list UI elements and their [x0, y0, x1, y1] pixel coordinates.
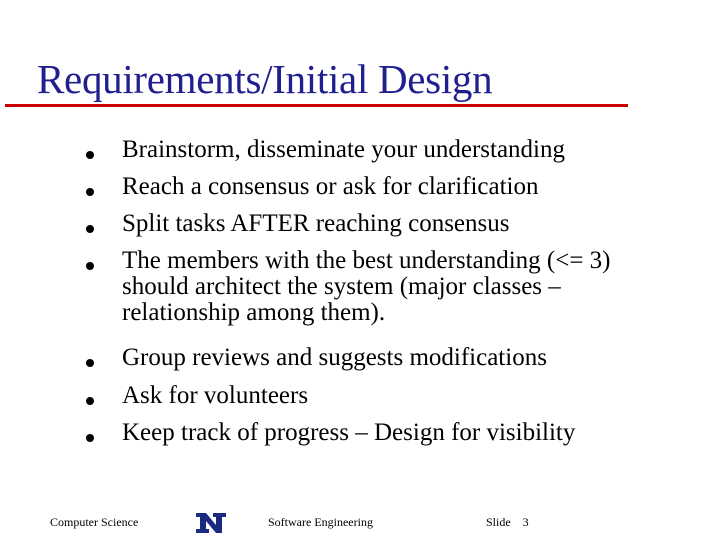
bullet-dot-icon: [86, 359, 94, 367]
bullet-dot-icon: [86, 434, 94, 442]
bullet-line: Brainstorm, disseminate your understanding: [122, 136, 565, 163]
bullet-line: should architect the system (major classes –: [122, 273, 561, 300]
bullet-line: Keep track of progress – Design for visibility: [122, 419, 576, 446]
footer-department: Computer Science: [50, 515, 139, 529]
bullet-text: [122, 345, 682, 371]
bullet-line: Reach a consensus or ask for clarification: [122, 173, 539, 200]
bullet-dot-icon: [86, 151, 94, 159]
nebraska-n-logo-icon: [194, 511, 228, 535]
slide-number: 3: [522, 515, 529, 529]
footer-slide-number: [486, 515, 529, 529]
bullet-text: [122, 137, 682, 163]
bullet-dot-icon: [86, 188, 94, 196]
bullet-text: [122, 383, 682, 409]
bullet-dot-icon: [86, 397, 94, 405]
slide-title: Requirements/Initial Design: [37, 56, 493, 102]
bullet-line: Split tasks AFTER reaching consensus: [122, 210, 510, 237]
bullet-text: [122, 211, 682, 237]
bullet-dot-icon: [86, 225, 94, 233]
bullet-text: [122, 174, 682, 200]
bullet-text: [122, 420, 682, 446]
bullet-line: The members with the best understanding (<= 3): [122, 247, 611, 274]
bullet-text: [122, 248, 682, 326]
bullet-dot-icon: [86, 262, 94, 270]
bullet-line: Ask for volunteers: [122, 382, 309, 409]
bullet-line: Group reviews and suggests modifications: [122, 344, 547, 371]
slide-label: Slide: [486, 515, 511, 529]
footer-course: Software Engineering: [268, 515, 373, 529]
bullet-line: relationship among them).: [122, 299, 386, 326]
